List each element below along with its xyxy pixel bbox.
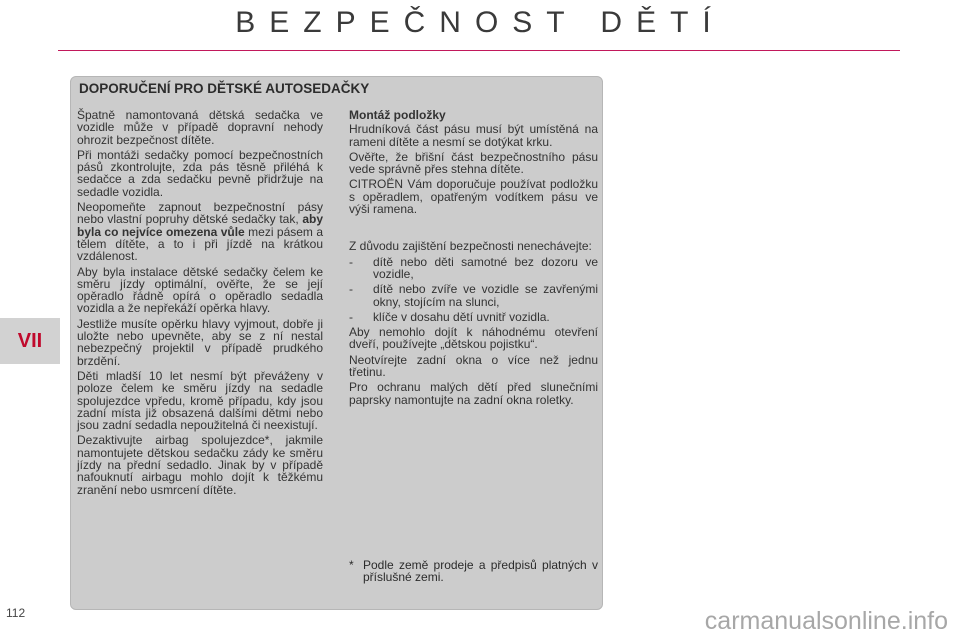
paragraph: Aby nemohlo dojít k náhodnému otevření dveří, používejte „dětskou pojistku“. bbox=[349, 325, 598, 352]
watermark: carmanualsonline.info bbox=[704, 607, 948, 635]
paragraph: Špatně namontovaná dětská sedačka ve vozidle může v případě dopravní nehody ohrozit bezpečnost dítěte. bbox=[77, 108, 323, 147]
left-column bbox=[77, 109, 323, 499]
header-divider bbox=[58, 50, 900, 51]
footnote-text: Podle země prodeje a předpisů platných v příslušné zemi. bbox=[363, 558, 598, 585]
page-title: BEZPEČNOST DĚTÍ bbox=[235, 6, 725, 39]
list-item bbox=[349, 283, 598, 308]
right-column bbox=[349, 109, 598, 409]
paragraph: Neotvírejte zadní okna o více než jednu třetinu. bbox=[349, 352, 598, 380]
list-item bbox=[349, 256, 598, 281]
paragraph: Dezaktivujte airbag spolujezdce*, jakmile namontujete dětskou sedačku zády ke směru jízdy na přední sedadlo. Jinak by v případě nafouknutí airbagu mohlo dojít k těžkému zranění nebo usmrcení dítěte. bbox=[77, 433, 323, 497]
paragraph: Pro ochranu malých dětí před slunečními paprsky namontujte na zadní okna roletky. bbox=[349, 380, 598, 407]
paragraph: Ověřte, že břišní část bezpečnostního pásu vede správně přes stehna dítěte. bbox=[349, 149, 598, 177]
paragraph: Z důvodu zajištění bezpečnosti nenechávejte: bbox=[349, 239, 592, 254]
footnote-mark: * bbox=[349, 558, 354, 572]
list-item bbox=[349, 311, 598, 323]
list-dash: - bbox=[349, 254, 353, 269]
chapter-tab: VII bbox=[0, 318, 60, 364]
paragraph: CITROËN Vám doporučuje používat podložku s opěradlem, opatřeným vodítkem pásu ve výši ramena. bbox=[349, 177, 598, 217]
spacer bbox=[349, 218, 598, 240]
paragraph-text: mezi pásem a tělem dítěte, a to i při jízdě na krátkou vzdálenost. bbox=[77, 224, 323, 264]
list-dash: - bbox=[349, 282, 353, 297]
list-item-text: klíče v dosahu dětí uvnitř vozidla. bbox=[373, 309, 550, 324]
list-item-text: dítě nebo zvíře ve vozidle se zavřenými okny, stojícím na slunci, bbox=[373, 282, 598, 309]
panel-title: DOPORUČENÍ PRO DĚTSKÉ AUTOSEDAČKY bbox=[79, 81, 370, 96]
paragraph bbox=[77, 201, 323, 262]
page-number: 112 bbox=[6, 606, 26, 620]
paragraph: Děti mladší 10 let nesmí být převáženy v poloze čelem ke směru jízdy na sedadle spolujezdce vpředu, kromě případu, kdy jsou zadní místa již obsazená dalšími dětmi nebo jsou zadní sedadla nepoužitelná či neexistují. bbox=[77, 368, 323, 433]
footnote bbox=[349, 559, 598, 584]
emphasis-text: aby byla co nejvíce omezena vůle bbox=[77, 212, 323, 239]
paragraph: Při montáži sedačky pomocí bezpečnostních pásů zkontrolujte, zda pás těsně přiléhá k sedačce a zda sedačku pevně přidržuje na sedadle vozidla. bbox=[77, 147, 323, 199]
paragraph: Aby byla instalace dětské sedačky čelem ke směru jízdy optimální, ověřte, že se její opěradlo řádně opírá o opěradlo sedadla vozidla a že nepřekáží opěrka hlavy. bbox=[77, 264, 323, 316]
list-dash: - bbox=[349, 309, 353, 324]
paragraph-text: Neopomeňte zapnout bezpečnostní pásy nebo vlastní popruhy dětské sedačky tak, bbox=[77, 200, 323, 227]
section-subtitle: Montáž podložky bbox=[349, 108, 446, 122]
recommendations-panel bbox=[70, 76, 603, 610]
list-item-text: dítě nebo děti samotné bez dozoru ve vozidle, bbox=[373, 254, 598, 281]
paragraph: Jestliže musíte opěrku hlavy vyjmout, dobře ji uložte nebo upevněte, aby se z ní nestal nebezpečný projektil v případě prudkého brzdění. bbox=[77, 316, 323, 368]
paragraph: Hrudníková část pásu musí být umístěná na rameni dítěte a nesmí se dotýkat krku. bbox=[349, 122, 598, 149]
